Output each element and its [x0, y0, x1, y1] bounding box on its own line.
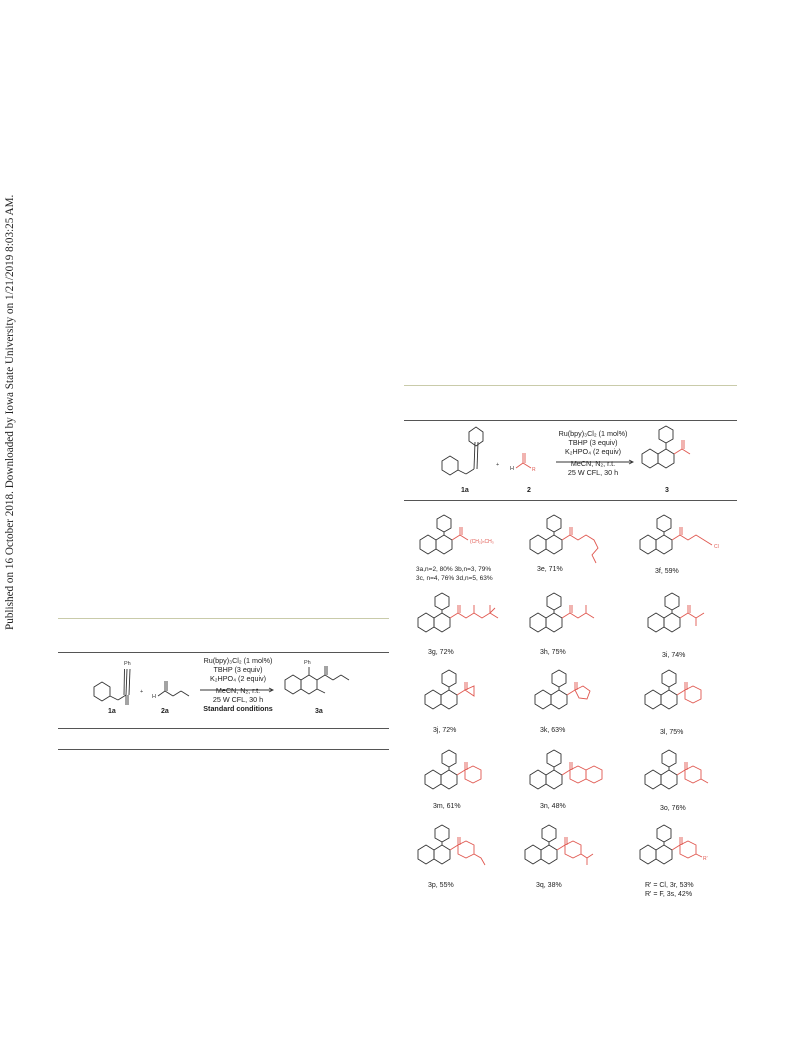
alkyl-chain-label: (CH₂)ₙCH₃	[470, 539, 494, 545]
structure-3a-3d	[415, 510, 525, 565]
caption-3a-3b: 3a,n=2, 80% 3b,n=3, 79%	[416, 566, 492, 573]
publication-notice	[4, 194, 18, 630]
condition-solvent-r: MeCN, N₂, r.t.	[570, 459, 616, 468]
caption-3l: 3l, 75%	[660, 729, 684, 736]
chloro-label: Cl	[714, 544, 719, 550]
caption-3p: 3p, 55%	[428, 882, 454, 889]
caption-3k: 3k, 63%	[540, 727, 566, 734]
condition-standard: Standard conditions	[203, 704, 273, 713]
structure-3o	[640, 745, 730, 805]
left-reagent-2a: 2a	[161, 708, 169, 715]
structure-3q	[520, 820, 610, 880]
structure-3r-3s	[635, 820, 735, 880]
left-conditions	[193, 656, 283, 713]
caption-3n: 3n, 48%	[540, 803, 566, 810]
structure-3p	[413, 820, 503, 880]
svg-text:+: +	[496, 462, 500, 468]
structure-3f	[635, 510, 735, 565]
publication-notice-text: Published on 16 October 2018. Downloaded by Iowa State University on 1/21/2019 8:03:25 AM.	[4, 194, 16, 630]
condition-oxidant-r: TBHP (3 equiv)	[568, 438, 618, 447]
structure-3e	[525, 510, 615, 565]
left-reagent-1a: 1a	[108, 708, 116, 715]
caption-3o: 3o, 76%	[660, 805, 686, 812]
right-reagent-1a: 1a	[461, 487, 469, 494]
structure-3j	[420, 665, 500, 720]
condition-light: 25 W CFL, 30 h	[212, 695, 264, 704]
product-phenyl-label: Ph	[304, 660, 311, 666]
structure-3n	[525, 745, 615, 800]
caption-3c-3d: 3c, n=4, 76% 3d,n=5, 63%	[416, 575, 493, 582]
condition-base: K₂HPO₄ (2 equiv)	[209, 674, 267, 683]
svg-text:+: +	[140, 689, 144, 695]
caption-3q: 3q, 38%	[536, 882, 562, 889]
structure-3l	[640, 665, 720, 725]
caption-3e: 3e, 71%	[537, 566, 563, 573]
structure-3g	[413, 588, 523, 643]
right-table-mid-rule	[404, 500, 737, 501]
structure-3k	[530, 665, 610, 720]
aldehyde-h-label: H	[152, 694, 156, 700]
caption-3j: 3j, 72%	[433, 727, 457, 734]
right-conditions	[548, 429, 638, 477]
caption-3i: 3i, 74%	[662, 652, 686, 659]
caption-3h: 3h, 75%	[540, 649, 566, 656]
caption-3m: 3m, 61%	[433, 803, 461, 810]
left-table-mid-rule	[58, 728, 389, 729]
right-reagent-2: 2	[527, 487, 531, 494]
left-product-3a: 3a	[315, 708, 323, 715]
structure-3m	[420, 745, 500, 800]
condition-oxidant: TBHP (3 equiv)	[213, 665, 263, 674]
condition-catalyst-r: Ru(bpy)₃Cl₂ (1 mol%)	[558, 429, 628, 438]
substituent-r-label: R'	[703, 856, 708, 862]
left-table-header-rule	[58, 652, 389, 653]
phenyl-label: Ph	[124, 661, 131, 667]
caption-3f: 3f, 59%	[655, 568, 679, 575]
left-table-bottom-rule	[58, 749, 389, 750]
condition-base-r: K₂HPO₄ (2 equiv)	[564, 447, 622, 456]
caption-3g: 3g, 72%	[428, 649, 454, 656]
aldehyde-r-label: R	[532, 467, 536, 473]
condition-light-r: 25 W CFL, 30 h	[567, 468, 619, 477]
structure-3i	[643, 588, 723, 643]
condition-catalyst: Ru(bpy)₃Cl₂ (1 mol%)	[203, 656, 273, 665]
left-table-top-rule	[58, 618, 389, 619]
caption-3r: R' = Cl, 3r, 53%	[645, 882, 694, 889]
right-product-3: 3	[665, 487, 669, 494]
right-table-header-rule	[404, 420, 737, 421]
condition-solvent: MeCN, N₂, r.t.	[215, 686, 261, 695]
right-table-top-rule	[404, 385, 737, 386]
aldehyde-h-label-right: H	[510, 466, 514, 472]
structure-3h	[525, 588, 615, 643]
caption-3s: R' = F, 3s, 42%	[645, 891, 693, 898]
